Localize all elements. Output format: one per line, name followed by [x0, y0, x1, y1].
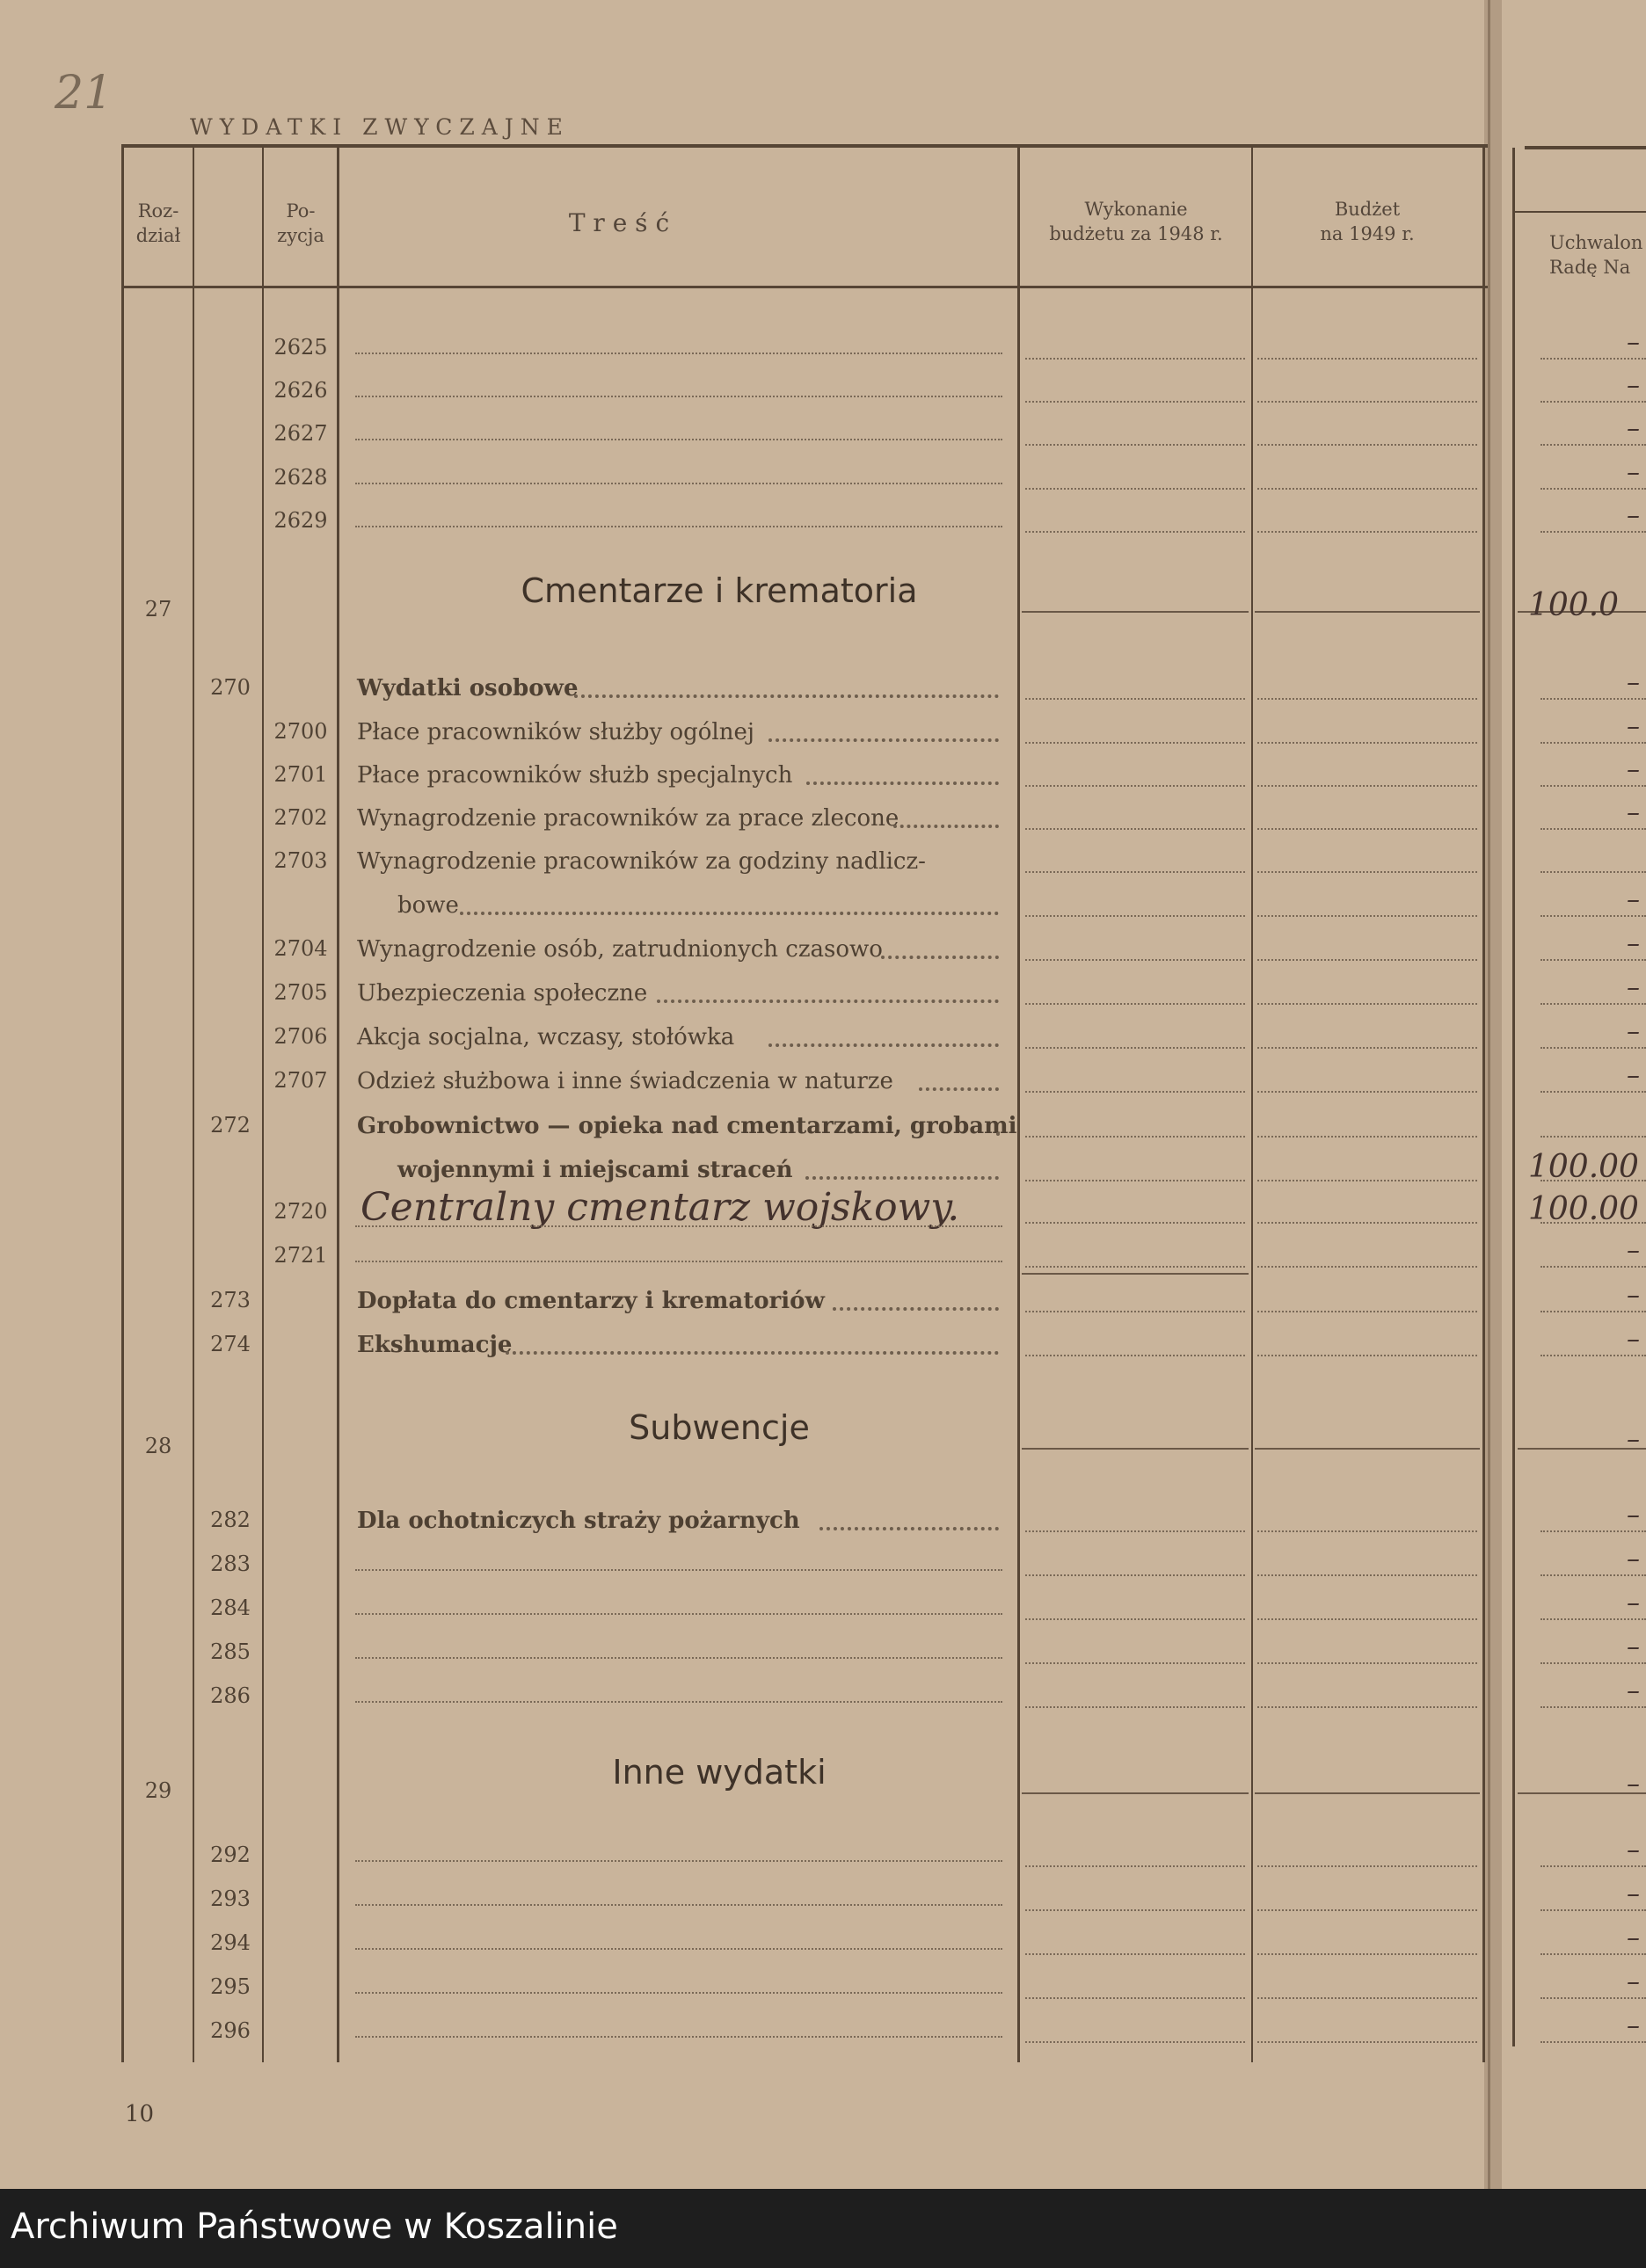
pozycja-number: 2627: [273, 421, 328, 446]
item-label: Wynagrodzenie pracowników za prace zlecone: [357, 805, 899, 832]
uchwalone-cell: [1540, 785, 1646, 787]
wykonanie-cell: [1025, 828, 1245, 830]
paragraf-number: 294: [210, 1930, 251, 1955]
budzet-cell: [1257, 828, 1477, 830]
item-label: Wydatki osobowe: [357, 675, 579, 701]
dotted-leader: [506, 1351, 999, 1355]
dotted-leader: [355, 1904, 1002, 1906]
budzet-cell: [1257, 1136, 1477, 1138]
uchwalone-cell: [1540, 401, 1646, 403]
uchwalone-value: –: [1627, 1544, 1640, 1574]
uchwalone-cell: [1540, 444, 1646, 446]
pozycja-number: 2721: [273, 1243, 328, 1268]
wykonanie-cell: [1025, 1953, 1245, 1955]
wykonanie-cell: [1025, 698, 1245, 700]
budzet-cell: [1257, 1222, 1477, 1224]
section-title: Subwencje: [629, 1408, 810, 1447]
uchwalone-value: –: [1627, 1324, 1640, 1355]
uchwalone-value: –: [1627, 1769, 1640, 1799]
budzet-cell: [1257, 1574, 1477, 1576]
wykonanie-cell: [1025, 401, 1245, 403]
wykonanie-cell: [1025, 531, 1245, 533]
budzet-cell: [1257, 871, 1477, 873]
budzet-cell: [1257, 1091, 1477, 1093]
uchwalone-cell: [1540, 1865, 1646, 1867]
frame-top-rule-right: [1525, 146, 1646, 149]
uchwalone-value: –: [1627, 1676, 1640, 1706]
uchwalone-value: –: [1627, 1500, 1640, 1530]
section-rule-budzet: [1255, 1448, 1480, 1450]
uchwalone-cell: [1540, 698, 1646, 700]
dotted-leader: [355, 1657, 1002, 1659]
section-rule-wykonanie: [1022, 1448, 1249, 1450]
dotted-leader: [833, 1307, 999, 1311]
paragraf-number: 274: [210, 1332, 251, 1356]
uchwalone-value: –: [1627, 1424, 1640, 1455]
budzet-cell: [1257, 959, 1477, 961]
uchwalone-value: –: [1627, 711, 1640, 742]
uchwalone-cell: [1540, 1047, 1646, 1049]
budzet-cell: [1257, 1953, 1477, 1955]
uchwalone-cell: [1540, 915, 1646, 917]
pozycja-number: 2705: [273, 980, 328, 1005]
wykonanie-cell: [1025, 1091, 1245, 1093]
rozdzial-number: 27: [144, 597, 172, 622]
uchwalone-value: –: [1627, 370, 1640, 401]
budzet-cell: [1257, 531, 1477, 533]
dotted-leader: [355, 1992, 1002, 1994]
item-label: Dla ochotniczych straży pożarnych: [357, 1508, 800, 1534]
dotted-leader: [355, 439, 1002, 440]
uchwalone-value: –: [1627, 667, 1640, 698]
pozycja-number: 2700: [273, 719, 328, 744]
wykonanie-cell: [1025, 1865, 1245, 1867]
uchwalone-cell: [1540, 488, 1646, 490]
wykonanie-cell: [1025, 358, 1245, 360]
budzet-cell: [1257, 1530, 1477, 1532]
paragraf-number: 272: [210, 1113, 251, 1138]
budzet-cell: [1257, 742, 1477, 744]
budzet-cell: [1257, 915, 1477, 917]
page-number: 10: [125, 2101, 155, 2127]
uchwalone-value: –: [1627, 1632, 1640, 1662]
uchwalone-cell: [1540, 2041, 1646, 2043]
rozdzial-number: 29: [144, 1778, 172, 1803]
uchwalone-cell: [1540, 871, 1646, 873]
section-title: Cmentarze i krematoria: [521, 571, 918, 610]
uchwalone-cell: [1540, 1355, 1646, 1356]
item-label: Wynagrodzenie osób, zatrudnionych czasowo: [357, 936, 883, 963]
uchwalone-cell: [1540, 742, 1646, 744]
uchwalone-cell: [1540, 1003, 1646, 1005]
wykonanie-cell: [1025, 1662, 1245, 1664]
header-wykonanie: Wykonanie budżetu za 1948 r.: [1049, 199, 1223, 245]
uchwalone-value: –: [1627, 327, 1640, 358]
wykonanie-cell: [1025, 959, 1245, 961]
col-rule-4: [1017, 144, 1020, 2062]
section-rule-budzet: [1255, 611, 1480, 613]
dotted-leader: [355, 396, 1002, 397]
pozycja-number: 2707: [273, 1068, 328, 1093]
page-gutter: [1484, 0, 1502, 2189]
dotted-leader: [355, 1225, 1002, 1227]
paragraf-number: 293: [210, 1886, 251, 1911]
dotted-leader: [768, 738, 999, 742]
uchwalone-cell: [1540, 1530, 1646, 1532]
item-label: Płace pracowników służb specjalnych: [357, 762, 793, 789]
dotted-leader: [355, 483, 1002, 484]
section-title: Inne wydatki: [612, 1753, 827, 1792]
header-tresc: T r e ś ć: [568, 208, 670, 237]
wykonanie-cell: [1025, 1574, 1245, 1576]
col-rule-6: [1482, 144, 1485, 2062]
uchwalone-value: –: [1627, 1588, 1640, 1618]
col-rule-7: [1512, 148, 1515, 2046]
uchwalone-cell: [1540, 1574, 1646, 1576]
header-budzet: Budżet na 1949 r.: [1320, 199, 1415, 245]
uchwalone-value: –: [1627, 754, 1640, 785]
uchwalone-cell: [1540, 1091, 1646, 1093]
wykonanie-cell: [1025, 915, 1245, 917]
item-label: Dopłata do cmentarzy i krematoriów: [357, 1288, 825, 1314]
uchwalone-value: –: [1627, 1835, 1640, 1865]
wykonanie-cell: [1025, 444, 1245, 446]
uchwalone-cell: [1540, 1662, 1646, 1664]
paragraf-number: 286: [210, 1683, 251, 1708]
wykonanie-cell: [1025, 1180, 1245, 1181]
pozycja-number: 2626: [273, 378, 328, 403]
paragraf-number: 273: [210, 1288, 251, 1312]
budzet-cell: [1257, 698, 1477, 700]
uchwalone-cell: [1540, 828, 1646, 830]
uchwalone-value: –: [1627, 500, 1640, 531]
paragraf-number: 292: [210, 1843, 251, 1867]
dotted-leader: [355, 526, 1002, 527]
dotted-leader: [355, 1569, 1002, 1571]
frame-header-rule-right: [1514, 211, 1646, 213]
wykonanie-cell: [1025, 871, 1245, 873]
wykonanie-cell: [1025, 1355, 1245, 1356]
section-rule-end-27: [1022, 1273, 1249, 1275]
uchwalone-value: –: [1627, 797, 1640, 828]
uchwalone-value: –: [1627, 1280, 1640, 1311]
budzet-cell: [1257, 1997, 1477, 1999]
running-title: WYDATKI ZWYCZAJNE: [190, 114, 570, 140]
budzet-cell: [1257, 1662, 1477, 1664]
pozycja-number: 2625: [273, 335, 328, 360]
dotted-leader: [881, 956, 999, 959]
budzet-cell: [1257, 785, 1477, 787]
dotted-leader: [768, 1043, 999, 1047]
wykonanie-cell: [1025, 1266, 1245, 1268]
item-label: Grobownictwo — opieka nad cmentarzami, grobami: [357, 1113, 1017, 1139]
pozycja-number: 2702: [273, 805, 328, 830]
dotted-leader: [819, 1527, 999, 1530]
wykonanie-cell: [1025, 742, 1245, 744]
budzet-cell: [1257, 358, 1477, 360]
archive-footer: [0, 2189, 1646, 2268]
uchwalone-value: –: [1627, 1923, 1640, 1953]
uchwalone-cell: [1540, 1311, 1646, 1312]
item-label: Wynagrodzenie pracowników za godziny nadlicz-: [357, 848, 926, 875]
section-rule-wykonanie: [1022, 611, 1249, 613]
uchwalone-value: –: [1627, 1016, 1640, 1047]
wykonanie-cell: [1025, 1909, 1245, 1911]
pozycja-number: 2703: [273, 848, 328, 873]
pozycja-number: 2720: [273, 1199, 328, 1224]
budzet-cell: [1257, 1266, 1477, 1268]
paragraf-number: 270: [210, 675, 251, 700]
item-label: Odzież służbowa i inne świadczenia w naturze: [357, 1068, 893, 1094]
header-pozycja: Po- zycja: [277, 200, 324, 247]
uchwalone-value: –: [1627, 457, 1640, 488]
uchwalone-value: 100.0: [1528, 587, 1620, 623]
budzet-cell: [1257, 1180, 1477, 1181]
wykonanie-cell: [1025, 1222, 1245, 1224]
wykonanie-cell: [1025, 785, 1245, 787]
dotted-leader: [806, 781, 999, 785]
budzet-cell: [1257, 1909, 1477, 1911]
frame-top-rule: [121, 144, 1488, 148]
budzet-cell: [1257, 401, 1477, 403]
page-edge: [1488, 0, 1490, 2189]
uchwalone-value: –: [1627, 928, 1640, 959]
uchwalone-cell: [1540, 531, 1646, 533]
paragraf-number: 295: [210, 1974, 251, 1999]
budzet-cell: [1257, 1865, 1477, 1867]
col-rule-2: [262, 144, 264, 2062]
wykonanie-cell: [1025, 1047, 1245, 1049]
dotted-leader: [574, 694, 999, 698]
section-rule-wykonanie: [1022, 1792, 1249, 1794]
budzet-cell: [1257, 1311, 1477, 1312]
dotted-leader: [355, 353, 1002, 354]
uchwalone-value: –: [1627, 884, 1640, 915]
header-uchwalone: Uchwalon Radę Na: [1549, 232, 1643, 279]
handwritten-entry: Centralny cmentarz wojskowy.: [361, 1185, 960, 1230]
paragraf-number: 285: [210, 1639, 251, 1664]
dotted-leader: [355, 1261, 1002, 1262]
col-rule-5: [1251, 144, 1253, 2062]
uchwalone-value: –: [1627, 1235, 1640, 1266]
dotted-leader: [919, 1087, 999, 1091]
item-label: wojennymi i miejscami straceń: [397, 1157, 793, 1183]
budzet-cell: [1257, 1355, 1477, 1356]
paragraf-number: 283: [210, 1552, 251, 1576]
pozycja-number: 2701: [273, 762, 328, 787]
uchwalone-cell: [1540, 1953, 1646, 1955]
wykonanie-cell: [1025, 2041, 1245, 2043]
uchwalone-cell: [1540, 959, 1646, 961]
uchwalone-cell: [1540, 1706, 1646, 1708]
wykonanie-cell: [1025, 1706, 1245, 1708]
item-label: Akcja socjalna, wczasy, stołówka: [357, 1024, 735, 1050]
header-rozdzial: Roz- dział: [135, 200, 181, 247]
uchwalone-value: –: [1627, 972, 1640, 1003]
wykonanie-cell: [1025, 1136, 1245, 1138]
budzet-cell: [1257, 1618, 1477, 1620]
item-label: Płace pracowników służby ogólnej: [357, 719, 754, 745]
uchwalone-value: 100.00: [1528, 1191, 1639, 1227]
dotted-leader: [355, 1948, 1002, 1950]
uchwalone-cell: [1540, 1997, 1646, 1999]
pozycja-number: 2628: [273, 465, 328, 490]
rozdzial-number: 28: [144, 1434, 172, 1458]
dotted-leader: [355, 1701, 1002, 1703]
paragraf-number: 282: [210, 1508, 251, 1532]
dotted-leader: [893, 825, 999, 828]
item-label: bowe: [397, 892, 459, 919]
wykonanie-cell: [1025, 1311, 1245, 1312]
uchwalone-value: –: [1627, 1879, 1640, 1909]
dotted-leader: [355, 1613, 1002, 1615]
item-label: Ekshumacje: [357, 1332, 513, 1358]
budzet-cell: [1257, 444, 1477, 446]
pozycja-number: 2629: [273, 508, 328, 533]
budzet-cell: [1257, 1047, 1477, 1049]
budzet-cell: [1257, 2041, 1477, 2043]
wykonanie-cell: [1025, 1530, 1245, 1532]
paragraf-number: 284: [210, 1596, 251, 1620]
wykonanie-cell: [1025, 1997, 1245, 1999]
wykonanie-cell: [1025, 1618, 1245, 1620]
uchwalone-cell: [1540, 1909, 1646, 1911]
uchwalone-value: 100.00: [1528, 1149, 1639, 1185]
dotted-leader: [355, 1860, 1002, 1862]
archive-corner-mark: 21: [55, 67, 113, 120]
budzet-cell: [1257, 1706, 1477, 1708]
uchwalone-value: –: [1627, 413, 1640, 444]
dotted-leader: [355, 2036, 1002, 2038]
uchwalone-value: –: [1627, 2010, 1640, 2041]
uchwalone-value: –: [1627, 1966, 1640, 1997]
col-rule-3: [337, 144, 339, 2062]
item-label: Ubezpieczenia społeczne: [357, 980, 648, 1007]
wykonanie-cell: [1025, 1003, 1245, 1005]
uchwalone-value: –: [1627, 1060, 1640, 1091]
pozycja-number: 2706: [273, 1024, 328, 1049]
budzet-cell: [1257, 1003, 1477, 1005]
uchwalone-cell: [1540, 358, 1646, 360]
uchwalone-cell: [1540, 1266, 1646, 1268]
paragraf-number: 296: [210, 2018, 251, 2043]
col-rule-1: [193, 144, 194, 2062]
dotted-leader: [657, 1000, 999, 1003]
wykonanie-cell: [1025, 488, 1245, 490]
dotted-leader: [805, 1176, 999, 1180]
section-rule-budzet: [1255, 1792, 1480, 1794]
uchwalone-cell: [1540, 1136, 1646, 1138]
frame-left-border: [121, 144, 124, 2062]
budzet-cell: [1257, 488, 1477, 490]
dotted-leader: [460, 912, 999, 915]
archive-footer-text: Archiwum Państwowe w Koszalinie: [11, 2206, 618, 2247]
pozycja-number: 2704: [273, 936, 328, 961]
uchwalone-cell: [1540, 1618, 1646, 1620]
frame-header-rule: [121, 286, 1488, 288]
dotted-leader: [996, 1132, 999, 1136]
